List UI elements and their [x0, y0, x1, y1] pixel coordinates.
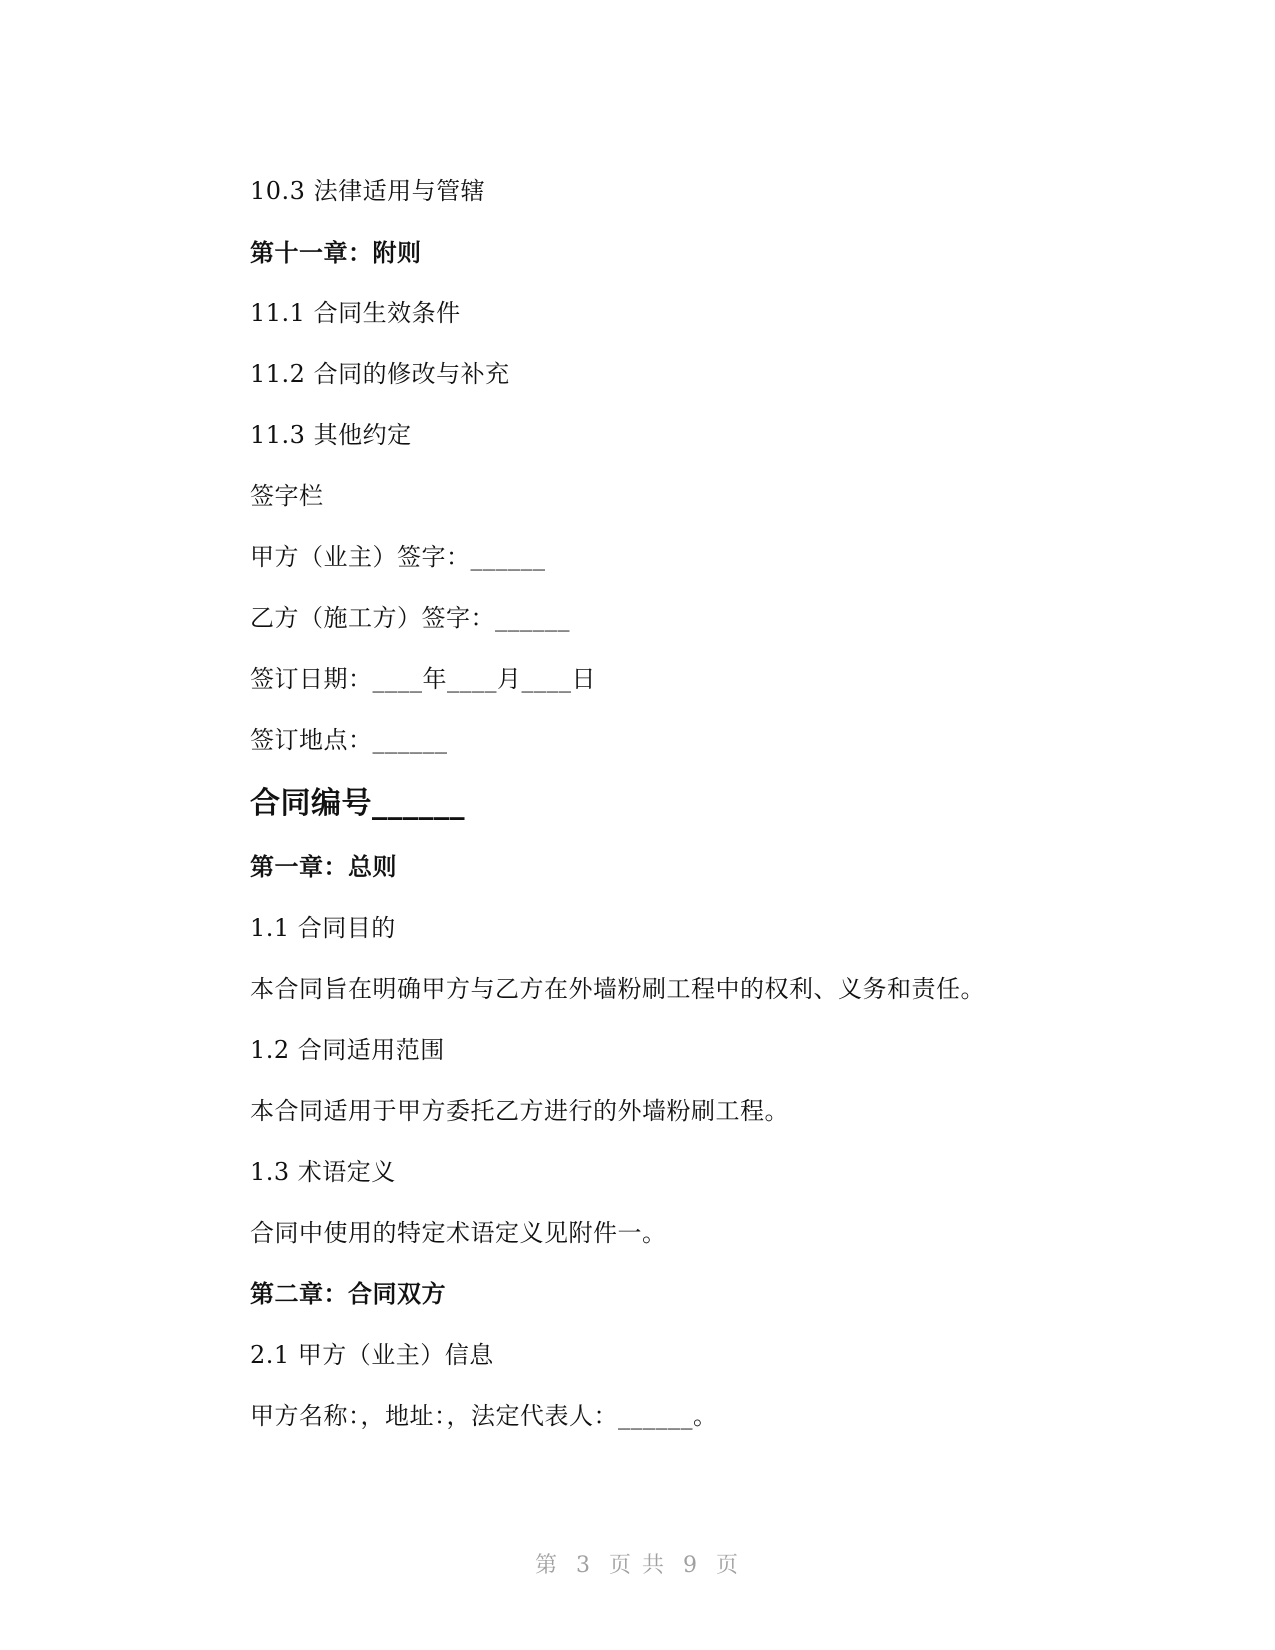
section-11-1: 11.1 合同生效条件 [250, 299, 461, 327]
signature-heading: 签字栏 [250, 482, 324, 510]
party-b-signature: 乙方（施工方）签字：______ [250, 604, 570, 632]
signing-date: 签订日期：____年____月____日 [250, 665, 596, 693]
footer-suffix: 页 [716, 1553, 741, 1578]
chapter-1-heading: 第一章：总则 [250, 853, 397, 881]
paragraph-1-2: 本合同适用于甲方委托乙方进行的外墙粉刷工程。 [250, 1097, 789, 1125]
page-footer [0, 1548, 1275, 1579]
section-1-2: 1.2 合同适用范围 [250, 1036, 445, 1064]
total-page-number: 9 [683, 1553, 699, 1578]
party-a-info: 甲方名称：，地址：，法定代表人：______。 [250, 1402, 718, 1430]
paragraph-1-1: 本合同旨在明确甲方与乙方在外墙粉刷工程中的权利、义务和责任。 [250, 975, 985, 1003]
signing-place: 签订地点：______ [250, 726, 448, 754]
current-page-number: 3 [576, 1553, 592, 1578]
chapter-2-heading: 第二章：合同双方 [250, 1280, 446, 1308]
contract-number-title: 合同编号______ [250, 786, 465, 821]
section-1-3: 1.3 术语定义 [250, 1158, 396, 1186]
paragraph-1-3: 合同中使用的特定术语定义见附件一。 [250, 1219, 667, 1247]
section-2-1: 2.1 甲方（业主）信息 [250, 1341, 494, 1369]
party-a-signature: 甲方（业主）签字：______ [250, 543, 546, 571]
footer-middle: 页 共 [609, 1553, 666, 1578]
section-1-1: 1.1 合同目的 [250, 914, 396, 942]
section-10-3: 10.3 法律适用与管辖 [250, 177, 486, 205]
section-11-3: 11.3 其他约定 [250, 421, 412, 449]
section-11-2: 11.2 合同的修改与补充 [250, 360, 510, 388]
footer-prefix: 第 [534, 1553, 559, 1578]
chapter-11-heading: 第十一章：附则 [250, 239, 422, 267]
